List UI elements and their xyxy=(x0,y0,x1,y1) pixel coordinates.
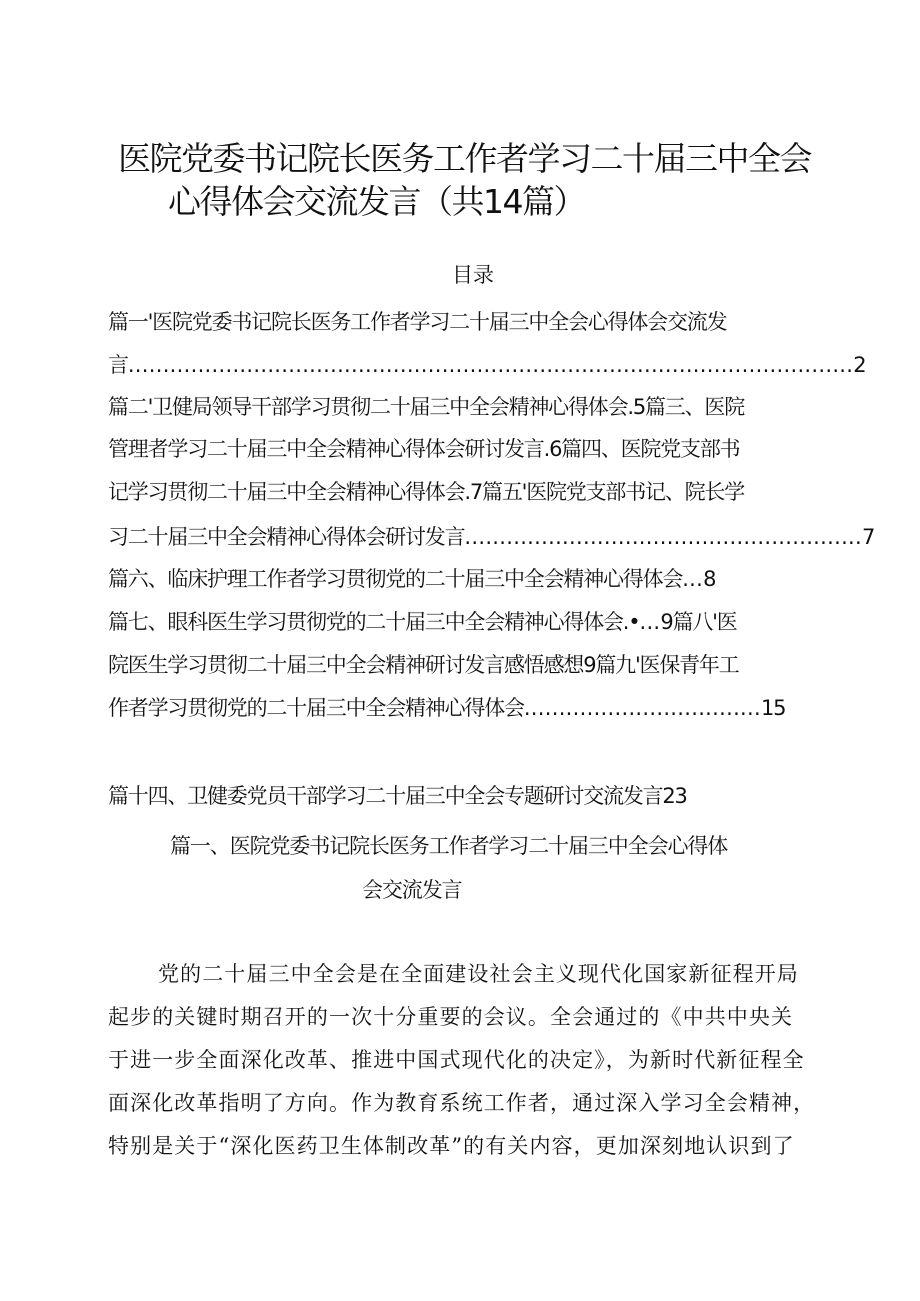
toc-line[interactable] xyxy=(108,439,739,460)
toc-page-number: 2 xyxy=(853,353,866,377)
toc-leader-dots: ... xyxy=(682,567,704,591)
toc-line[interactable] xyxy=(108,612,737,633)
toc-line[interactable] xyxy=(108,482,744,503)
document-title-line-2: 心得体会交流发言（共14篇） xyxy=(168,182,585,221)
toc-line[interactable] xyxy=(108,698,785,719)
document-title-line-1: 医院党委书记院长医务工作者学习二十届三中全会 xyxy=(118,139,811,178)
toc-line-text: 记学习贯彻二十届三中全会精神心得体会.7篇五'医院党支部书记、院长学 xyxy=(108,480,745,504)
toc-line-text: 篇六、临床护理工作者学习贯彻党的二十届三中全会精神心得体会 xyxy=(108,567,683,591)
toc-line[interactable] xyxy=(108,397,744,418)
toc-line[interactable] xyxy=(108,569,715,590)
toc-line-text: 作者学习贯彻党的二十届三中全会精神心得体会 xyxy=(108,696,524,720)
body-line: 特别是关于“深化医药卫生体制改革”的有关内容，更加深刻地认识到了 xyxy=(108,1134,795,1158)
toc-leader-dots: ... xyxy=(639,610,661,634)
section-title-line-2: 会交流发言 xyxy=(362,878,462,902)
toc-line[interactable] xyxy=(108,527,874,548)
toc-line-text: 院医生学习贯彻二十届三中全会精神研讨发言感悟感想9篇九'医保青年工 xyxy=(108,653,739,677)
toc-line-text: 篇一'医院党委书记院长医务工作者学习二十届三中全会心得体会交流发 xyxy=(108,310,727,334)
section-title-line-1: 篇一、医院党委书记院长医务工作者学习二十届三中全会心得体 xyxy=(170,834,728,858)
toc-line-text: 篇二'卫健局领导干部学习贯彻二十届三中全会精神心得体会.5篇三、医院 xyxy=(108,395,745,419)
toc-page-number: 15 xyxy=(760,696,786,720)
toc-line[interactable] xyxy=(108,312,726,333)
toc-line-last[interactable]: 篇十四、卫健委党员干部学习二十届三中全会专题研讨交流发言23 xyxy=(108,784,687,808)
body-line: 于进一步全面深化改革、推进中国式现代化的决定》，为新时代新征程全 xyxy=(108,1048,805,1072)
toc-leader-dots: ........................................................................................................ xyxy=(127,353,854,377)
toc-line-text: 篇七、眼科医生学习贯彻党的二十届三中全会精神心得体会.• xyxy=(108,610,640,634)
toc-page-number: 9篇八'医 xyxy=(660,610,737,634)
toc-heading: 目录 xyxy=(452,263,494,287)
body-line: 起步的关键时期召开的一次十分重要的会议。全会通过的《中共中央关 xyxy=(108,1005,794,1029)
toc-line-text: 习二十届三中全会精神心得体会研讨发言 xyxy=(108,525,465,549)
toc-line[interactable] xyxy=(108,355,865,376)
toc-leader-dots: .................................. xyxy=(523,696,761,720)
toc-line-text: 言 xyxy=(108,353,128,377)
toc-leader-dots: ......................................................... xyxy=(464,525,862,549)
toc-line[interactable] xyxy=(108,655,739,676)
toc-line-text: 管理者学习二十届三中全会精神心得体会研讨发言.6篇四、医院党支部书 xyxy=(108,437,740,461)
body-line: 党的二十届三中全会是在全面建设社会主义现代化国家新征程开局 xyxy=(158,962,799,986)
toc-page-number: 8 xyxy=(703,567,716,591)
toc-page-number: 7 xyxy=(862,525,875,549)
body-line: 面深化改革指明了方向。作为教育系统工作者，通过深入学习全会精神， xyxy=(108,1091,816,1115)
